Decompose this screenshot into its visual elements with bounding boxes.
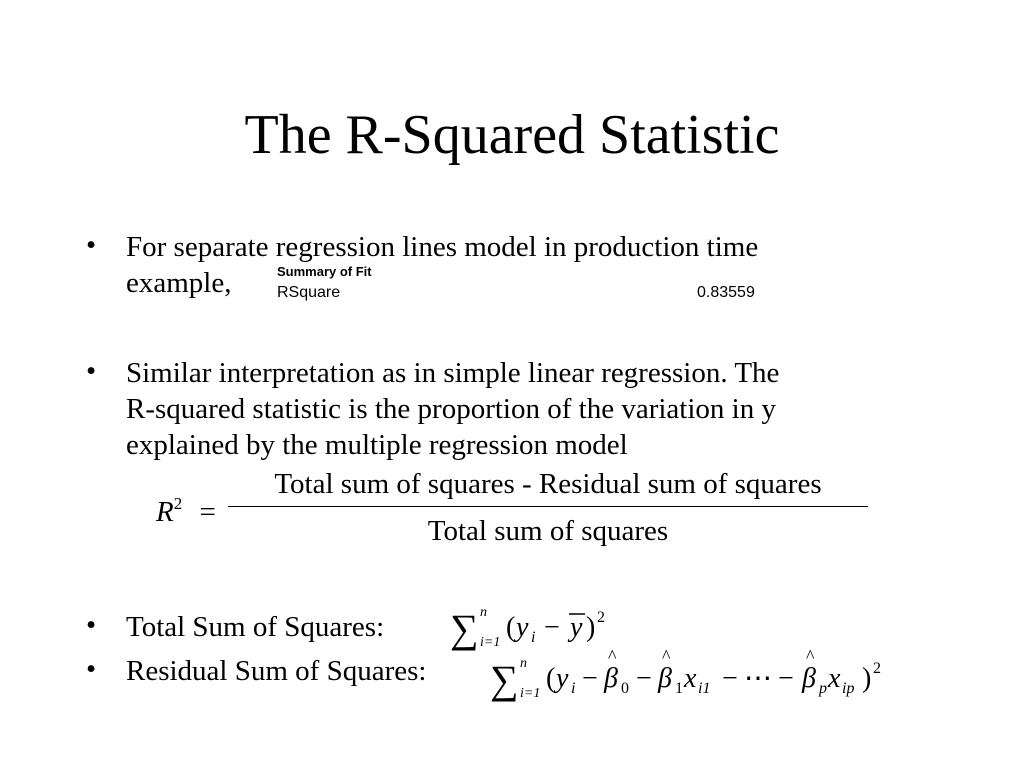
summary-of-fit-title: Summary of Fit [277, 264, 372, 279]
bullet-2-line-3: explained by the multiple regression model [126, 429, 628, 461]
ellipsis: ⋯ [744, 663, 772, 694]
summation-symbol: ∑ [490, 657, 519, 702]
bullet-marker: • [86, 229, 97, 261]
bullet-marker: • [86, 653, 97, 685]
sum-lower-limit: i=1 [520, 686, 541, 701]
minus-sign: − [636, 663, 652, 694]
bullet-3-label: Total Sum of Squares: [126, 611, 385, 643]
fraction-bar [228, 506, 868, 507]
left-paren: ( [546, 663, 556, 694]
bullet-4-label: Residual Sum of Squares: [126, 655, 427, 687]
r-exponent: 2 [173, 494, 183, 513]
minus-sign: − [722, 663, 738, 694]
y-bar: y [570, 612, 583, 643]
hat-mark: ^ [608, 646, 617, 666]
x-variable: x [684, 663, 697, 694]
bullet-1-line-2: example, [126, 267, 232, 299]
beta-p: β [802, 663, 816, 694]
right-paren: ) [862, 663, 872, 694]
y-variable: y [556, 663, 569, 694]
minus-sign: − [582, 663, 598, 694]
formula-numerator: Total sum of squares - Residual sum of squares [274, 468, 822, 500]
residual-sum-of-squares-formula [490, 646, 900, 703]
power: 2 [597, 609, 605, 626]
left-paren: ( [506, 612, 516, 643]
equals-sign: = [199, 496, 216, 528]
sum-lower-limit: i=1 [480, 635, 501, 650]
bullet-marker: • [86, 609, 97, 641]
rsquare-label: RSquare [277, 284, 341, 301]
power: 2 [873, 660, 881, 677]
bullet-marker: • [86, 355, 97, 387]
total-sum-of-squares-formula [450, 600, 630, 652]
hat-mark: ^ [806, 646, 815, 666]
beta-1-subscript: 1 [675, 680, 683, 697]
x-subscript: i1 [698, 680, 711, 697]
y-subscript: i [531, 629, 536, 646]
rsquare-value: 0.83559 [697, 284, 755, 301]
slide-title: The R-Squared Statistic [244, 104, 780, 166]
sum-upper-limit: n [480, 605, 487, 620]
beta-0: β [604, 663, 618, 694]
right-paren: ) [586, 612, 596, 643]
bullet-2-line-1: Similar interpretation as in simple linear regression. The [126, 357, 780, 389]
x-subscript: ip [842, 680, 855, 697]
sum-upper-limit: n [520, 656, 527, 671]
beta-1: β [658, 663, 672, 694]
beta-0-subscript: 0 [621, 680, 629, 697]
bullet-1-line-1: For separate regression lines model in production time [126, 231, 759, 263]
minus-sign: − [544, 612, 560, 643]
y-variable: y [516, 612, 529, 643]
y-subscript: i [571, 680, 576, 697]
r-symbol: R [156, 496, 174, 528]
summation-symbol: ∑ [450, 606, 479, 651]
formula-denominator: Total sum of squares [427, 515, 669, 547]
r-squared-formula-lhs [156, 486, 216, 530]
bullet-2-line-2: R-squared statistic is the proportion of the variation in y [126, 393, 776, 425]
beta-p-subscript: p [819, 680, 827, 697]
minus-sign: − [778, 663, 794, 694]
hat-mark: ^ [662, 646, 671, 666]
x-variable: x [828, 663, 841, 694]
